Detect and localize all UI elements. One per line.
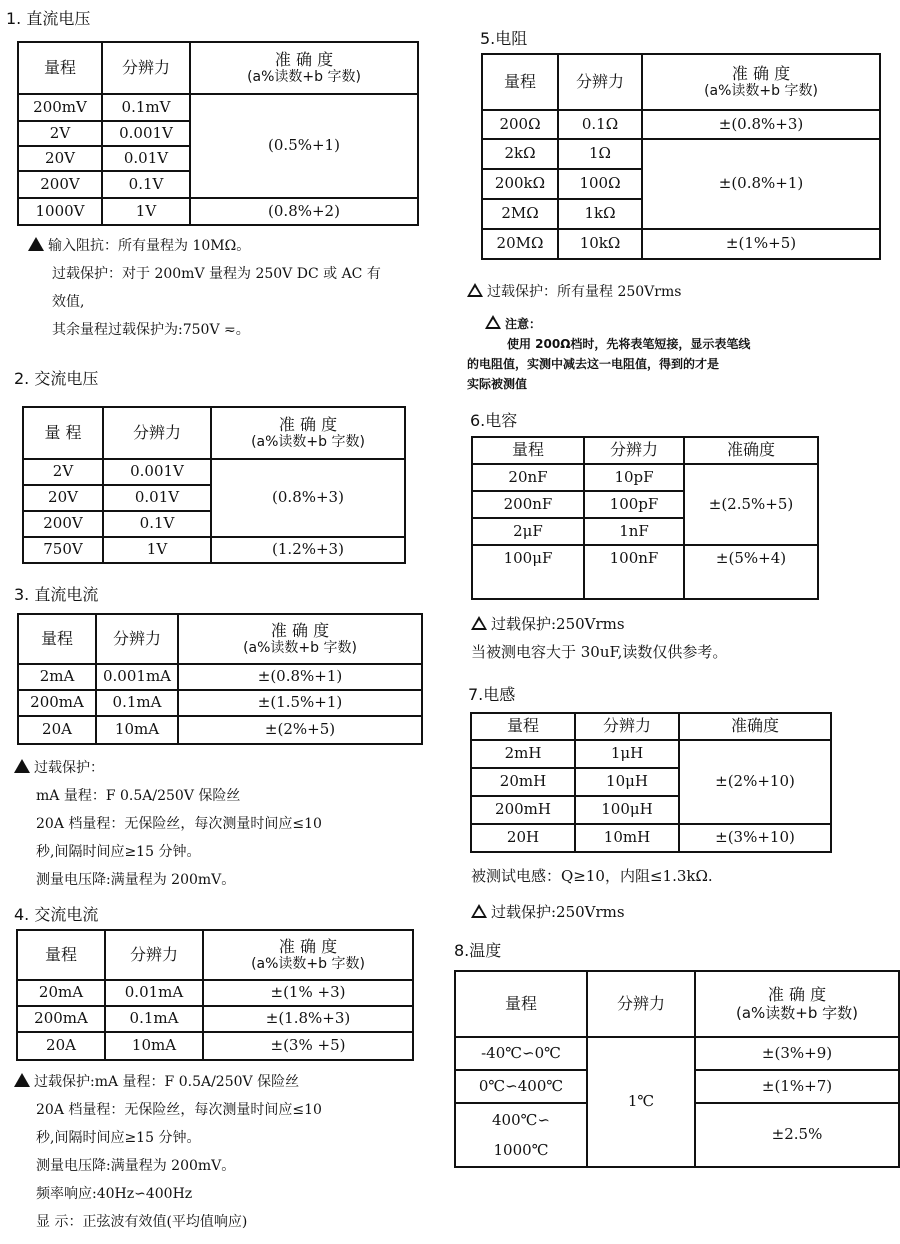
table-cell: (0.8%+2) <box>190 198 418 225</box>
table-cell: 10mA <box>96 716 178 744</box>
table-cell: 200mV <box>18 94 102 121</box>
header-resolution: 分辨力 <box>102 42 190 94</box>
text: 准 确 度 <box>270 620 330 640</box>
text: 20A 档量程：无保险丝，每次测量时间应≤10 <box>36 816 322 832</box>
text: 准 确 度 <box>731 63 791 83</box>
table-cell: 20V <box>18 146 102 171</box>
text: 过载保护：所有量程 250Vrms <box>487 284 682 300</box>
table-cell: 10mA <box>105 1032 203 1060</box>
text: 400℃∽ <box>492 1111 550 1129</box>
table-ac-current <box>16 929 414 1061</box>
table-header-cell: 分辨力 <box>558 54 642 110</box>
table-row <box>17 1032 413 1060</box>
table-cell: 2kΩ <box>482 139 558 169</box>
table-cell: ±(2%+5) <box>178 716 422 744</box>
section-title-temperature: 8.温度 <box>454 941 502 960</box>
text: 过载保护:250Vrms <box>491 615 625 633</box>
table-cell: ±(2%+10) <box>679 740 831 824</box>
header-accuracy <box>190 42 418 94</box>
table-cell: 100μF <box>472 545 584 599</box>
accuracy-cell: (0.5%+1) <box>190 94 418 198</box>
table-cell: 1V <box>103 537 211 563</box>
table-row <box>18 614 422 664</box>
table-cell: -40℃∽0℃ <box>455 1037 587 1070</box>
resistance-notes <box>467 278 681 306</box>
table-ac-voltage <box>22 406 406 564</box>
text: 过载保护：对于 200mV 量程为 250V DC 或 AC 有 <box>52 266 381 282</box>
table-row <box>17 980 413 1006</box>
table-cell: ±2.5% <box>695 1103 899 1167</box>
section-title-capacitance: 6.电容 <box>470 411 518 430</box>
table-row <box>18 42 418 94</box>
text: 准 确 度 <box>278 936 338 956</box>
section-title-dc-current: 3. 直流电流 <box>14 585 99 604</box>
text: (a%读数+b 字数) <box>243 640 357 657</box>
table-cell: 0.01V <box>103 485 211 511</box>
text: mA 量程：F 0.5A/250V 保险丝 <box>36 788 241 804</box>
warning-icon <box>28 237 44 251</box>
table-row <box>482 110 880 139</box>
text: 秒,间隔时间应≥15 分钟。 <box>36 1130 201 1146</box>
text: 测量电压降:满量程为 200mV。 <box>36 872 236 888</box>
warning-icon <box>14 759 30 773</box>
table-inductance <box>470 712 832 853</box>
warning-icon <box>14 1073 30 1087</box>
section-title-inductance: 7.电感 <box>468 685 516 704</box>
inductance-notes <box>471 858 713 930</box>
text: 的电阻值，实测中减去这一电阻值，得到的才是 <box>467 357 720 371</box>
table-cell: 20MΩ <box>482 229 558 259</box>
text: 过载保护： <box>34 760 104 776</box>
table-cell: ±(3% +5) <box>203 1032 413 1060</box>
table-header-cell: 量程 <box>455 971 587 1037</box>
text: 注意： <box>505 317 542 331</box>
text: (a%读数+b 字数) <box>251 956 365 973</box>
table-cell: 0.1mA <box>105 1006 203 1032</box>
table-row <box>455 1037 899 1070</box>
table-cell: ±(1.8%+3) <box>203 1006 413 1032</box>
section-title-resistance: 5.电阻 <box>480 29 528 48</box>
table-row <box>471 713 831 740</box>
table-cell: 0.001V <box>102 121 190 146</box>
ac-current-notes <box>14 1068 322 1236</box>
table-dc-voltage <box>17 41 419 226</box>
table-row <box>23 407 405 459</box>
table-row <box>471 824 831 852</box>
text: 使用 200Ω档时，先将表笔短接，显示表笔线 <box>507 337 751 351</box>
table-cell: 100Ω <box>558 169 642 199</box>
table-cell: 1μH <box>575 740 679 768</box>
table-cell: 20mA <box>17 980 105 1006</box>
table-cell: 2μF <box>472 518 584 545</box>
table-header-cell: 分辨力 <box>105 930 203 980</box>
table-cell: 20V <box>23 485 103 511</box>
table-header-cell: 分辨力 <box>584 437 684 464</box>
text: 显 示：正弦波有效值(平均值响应) <box>36 1214 248 1230</box>
table-cell: ±(2.5%+5) <box>684 464 818 545</box>
table-cell: ±(1.5%+1) <box>178 690 422 716</box>
table-header-cell: 量程 <box>482 54 558 110</box>
table-header-cell: 量程 <box>17 930 105 980</box>
table-cell: 0.001mA <box>96 664 178 690</box>
text: 其余量程过载保护为:750V ≂。 <box>52 322 250 338</box>
text: 实际被测值 <box>467 377 528 391</box>
table-cell: 200V <box>18 171 102 198</box>
text: (a%读数+b 字数) <box>247 69 361 86</box>
table-row <box>18 198 418 225</box>
table-capacitance <box>471 436 819 600</box>
table-cell: 1000V <box>18 198 102 225</box>
table-row <box>482 229 880 259</box>
table-row <box>18 94 418 121</box>
table-row <box>455 971 899 1037</box>
table-cell: 200mA <box>18 690 96 716</box>
table-cell: 10μH <box>575 768 679 796</box>
text: 准 确 度 <box>274 49 334 69</box>
table-temperature <box>454 970 900 1168</box>
section-title-ac-voltage: 2. 交流电压 <box>14 369 99 388</box>
table-cell: 0.001V <box>103 459 211 485</box>
table-header-cell: 准确度 <box>679 713 831 740</box>
text: 测量电压降:满量程为 200mV。 <box>36 1158 236 1174</box>
text: (a%读数+b 字数) <box>704 83 818 100</box>
text: 输入阻抗：所有量程为 10MΩ。 <box>48 238 251 254</box>
table-cell: ±(0.8%+1) <box>642 139 880 229</box>
table-cell: 0.01mA <box>105 980 203 1006</box>
table-cell: ±(1% +3) <box>203 980 413 1006</box>
table-cell: 2mH <box>471 740 575 768</box>
table-row <box>472 464 818 491</box>
table-cell: 2MΩ <box>482 199 558 229</box>
table-dc-current <box>17 613 423 745</box>
text: 被测试电感：Q≥10，内阻≤1.3kΩ. <box>471 867 713 885</box>
text: (a%读数+b 字数) <box>251 434 365 451</box>
table-cell: ±(0.8%+1) <box>178 664 422 690</box>
table-cell: 1kΩ <box>558 199 642 229</box>
text: 效值, <box>52 294 85 310</box>
table-row <box>18 690 422 716</box>
table-resistance <box>481 53 881 260</box>
table-header-cell: 量程 <box>18 614 96 664</box>
table-cell: 200nF <box>472 491 584 518</box>
table-header-cell: 量程 <box>471 713 575 740</box>
warning-outline-icon <box>467 283 483 297</box>
text: 过载保护:mA 量程：F 0.5A/250V 保险丝 <box>34 1074 300 1090</box>
table-header-cell: 分辨力 <box>96 614 178 664</box>
table-cell: 0.1Ω <box>558 110 642 139</box>
table-cell: 100nF <box>584 545 684 599</box>
dc-current-notes <box>14 754 322 894</box>
table-cell: 20nF <box>472 464 584 491</box>
table-cell: 1Ω <box>558 139 642 169</box>
warning-outline-icon <box>471 904 487 918</box>
table-cell: 0.1V <box>103 511 211 537</box>
table-row <box>23 537 405 563</box>
table-cell: 0.1V <box>102 171 190 198</box>
text: 准 确 度 <box>767 985 827 1005</box>
table-row <box>23 459 405 485</box>
table-row <box>471 740 831 768</box>
table-cell: ±(3%+9) <box>695 1037 899 1070</box>
table-header-cell: 分辨力 <box>575 713 679 740</box>
header-range: 量程 <box>18 42 102 94</box>
capacitance-notes <box>471 610 727 666</box>
table-cell: 200kΩ <box>482 169 558 199</box>
table-header-cell: 准确度 <box>684 437 818 464</box>
table-cell: 0℃∽400℃ <box>455 1070 587 1103</box>
text: 秒,间隔时间应≥15 分钟。 <box>36 844 201 860</box>
table-row <box>17 1006 413 1032</box>
table-cell: ±(5%+4) <box>684 545 818 599</box>
table-cell: 20A <box>18 716 96 744</box>
table-cell: 10kΩ <box>558 229 642 259</box>
table-cell: 200Ω <box>482 110 558 139</box>
table-row <box>18 716 422 744</box>
table-cell: 10pF <box>584 464 684 491</box>
table-row <box>482 54 880 110</box>
warning-outline-icon <box>471 616 487 630</box>
table-cell: 20H <box>471 824 575 852</box>
table-cell: (0.8%+3) <box>211 459 405 537</box>
text: (a%读数+b 字数) <box>735 1003 858 1022</box>
table-cell: 2V <box>18 121 102 146</box>
temperature-resolution: 1℃ <box>587 1037 695 1167</box>
table-cell: ±(1%+5) <box>642 229 880 259</box>
table-cell: 10mH <box>575 824 679 852</box>
text: 频率响应:40Hz∽400Hz <box>36 1186 193 1202</box>
section-title-ac-current: 4. 交流电流 <box>14 905 99 924</box>
table-row <box>17 930 413 980</box>
table-cell: 20mH <box>471 768 575 796</box>
text: 当被测电容大于 30uF,读数仅供参考。 <box>471 643 728 661</box>
table-cell: 1V <box>102 198 190 225</box>
table-cell: 0.1mA <box>96 690 178 716</box>
table-cell: ±(0.8%+3) <box>642 110 880 139</box>
warning-outline-icon <box>485 315 501 329</box>
text: 准 确 度 <box>278 414 338 434</box>
table-cell: 20A <box>17 1032 105 1060</box>
table-row <box>18 664 422 690</box>
table-header-cell: 分辨力 <box>103 407 211 459</box>
table-cell: 200mA <box>17 1006 105 1032</box>
table-row <box>482 139 880 169</box>
table-cell: 2V <box>23 459 103 485</box>
text: 过载保护:250Vrms <box>491 903 625 921</box>
table-cell: ±(3%+10) <box>679 824 831 852</box>
table-cell: 0.01V <box>102 146 190 171</box>
table-row <box>472 437 818 464</box>
table-cell: 1nF <box>584 518 684 545</box>
section-title-dc-voltage: 1. 直流电压 <box>6 9 91 28</box>
table-cell: 200V <box>23 511 103 537</box>
table-header-cell: 量 程 <box>23 407 103 459</box>
table-cell: (1.2%+3) <box>211 537 405 563</box>
table-cell: 2mA <box>18 664 96 690</box>
table-row <box>472 545 818 599</box>
dc-voltage-notes <box>28 232 381 344</box>
table-cell: 100μH <box>575 796 679 824</box>
text: 1000℃ <box>493 1141 549 1159</box>
table-header-cell: 分辨力 <box>587 971 695 1037</box>
table-cell: 0.1mV <box>102 94 190 121</box>
table-cell: 100pF <box>584 491 684 518</box>
resistance-caution <box>467 314 887 394</box>
table-cell: 200mH <box>471 796 575 824</box>
table-cell: 750V <box>23 537 103 563</box>
table-cell: ±(1%+7) <box>695 1070 899 1103</box>
table-header-cell: 量程 <box>472 437 584 464</box>
text: 20A 档量程：无保险丝，每次测量时间应≤10 <box>36 1102 322 1118</box>
